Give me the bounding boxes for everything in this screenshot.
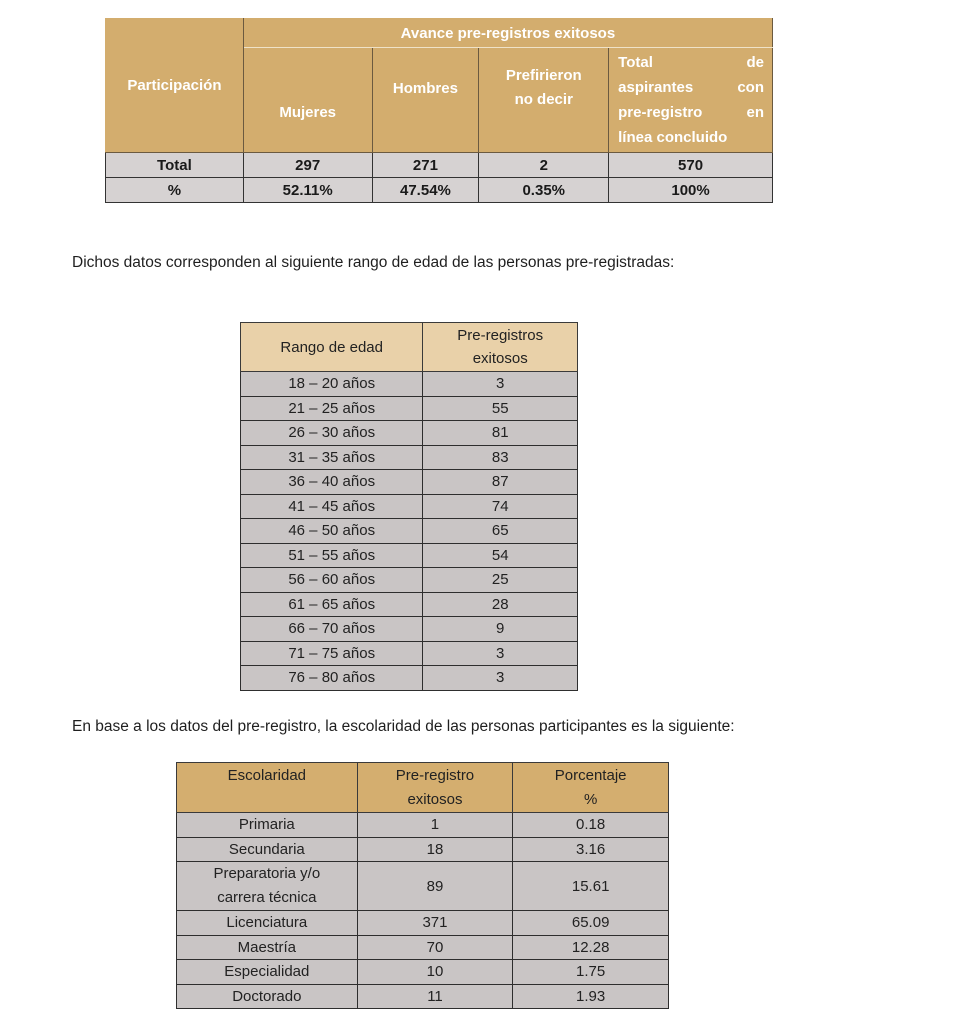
education-count-cell: 18	[357, 837, 513, 862]
col-header-porcentaje	[513, 763, 669, 813]
pre-registros-count-cell: 74	[423, 494, 578, 519]
pre-registros-count-cell: 28	[423, 592, 578, 617]
education-count-cell: 1	[357, 813, 513, 838]
col-header-pre-registro	[357, 763, 513, 813]
table-row	[177, 837, 669, 862]
col-header-porcentaje-line2: %	[583, 791, 598, 808]
table-row	[241, 666, 578, 691]
education-level-cell: Primaria	[177, 813, 358, 838]
table-row	[241, 543, 578, 568]
participation-table	[105, 18, 773, 203]
pre-registros-count-cell: 65	[423, 519, 578, 544]
table-row	[177, 935, 669, 960]
education-count-cell: 89	[357, 862, 513, 911]
col-header-no-decir-line1: Prefirieron	[505, 67, 582, 84]
pre-registros-count-cell: 9	[423, 617, 578, 642]
education-level-cell: Licenciatura	[177, 911, 358, 936]
education-table	[176, 762, 669, 1009]
row-label: %	[106, 178, 244, 203]
table-row	[177, 911, 669, 936]
col-header-mujeres-label: Mujeres	[279, 103, 337, 121]
age-range-cell: 61 – 65 años	[241, 592, 423, 617]
table-row	[177, 984, 669, 1009]
table-row	[241, 396, 578, 421]
table-row	[241, 641, 578, 666]
total-word-2b: con	[737, 79, 764, 96]
education-percent-cell: 0.18	[513, 813, 669, 838]
education-percent-cell: 3.16	[513, 837, 669, 862]
pre-registros-count-cell: 55	[423, 396, 578, 421]
education-count-cell: 10	[357, 960, 513, 985]
table-row	[241, 372, 578, 397]
education-level-line: Preparatoria y/o	[213, 865, 321, 882]
col-header-total	[609, 48, 773, 153]
row-label: Total	[106, 153, 244, 178]
age-range-cell: 31 – 35 años	[241, 445, 423, 470]
pre-registros-count-cell: 25	[423, 568, 578, 593]
total-word-3b: en	[746, 104, 764, 121]
col-header-pre-registros-line2: exitosos	[472, 350, 528, 367]
table-row	[241, 592, 578, 617]
pre-registros-count-cell: 3	[423, 372, 578, 397]
education-intro-text: En base a los datos del pre-registro, la escolaridad de las personas participantes es la siguiente:	[72, 718, 735, 735]
table-row	[177, 862, 669, 911]
total-word-4: línea concluido	[618, 129, 728, 146]
education-level-line: carrera técnica	[217, 889, 317, 906]
col-header-pre-registro-line2: exitosos	[407, 791, 463, 808]
table-row	[106, 153, 773, 178]
col-header-age-range: Rango de edad	[241, 323, 423, 372]
col-header-hombres-label: Hombres	[392, 79, 458, 97]
pre-registros-count-cell: 3	[423, 641, 578, 666]
education-percent-cell: 65.09	[513, 911, 669, 936]
pre-registros-count-cell: 83	[423, 445, 578, 470]
table-row	[177, 813, 669, 838]
table-row	[241, 470, 578, 495]
cell-value: 271	[372, 153, 479, 178]
age-range-table	[240, 322, 578, 691]
age-range-cell: 36 – 40 años	[241, 470, 423, 495]
col-header-mujeres	[243, 48, 372, 153]
cell-value: 297	[243, 153, 372, 178]
col-header-no-decir-line2: no decir	[514, 91, 573, 108]
education-percent-cell: 1.75	[513, 960, 669, 985]
age-range-cell: 46 – 50 años	[241, 519, 423, 544]
total-word-1a: Total	[618, 54, 653, 71]
age-range-cell: 56 – 60 años	[241, 568, 423, 593]
education-count-cell: 70	[357, 935, 513, 960]
cell-value: 47.54%	[372, 178, 479, 203]
education-level-cell	[177, 862, 358, 911]
cell-value: 100%	[609, 178, 773, 203]
age-range-cell: 26 – 30 años	[241, 421, 423, 446]
pre-registros-count-cell: 3	[423, 666, 578, 691]
participation-row-header: Participación	[106, 19, 244, 153]
age-range-cell: 21 – 25 años	[241, 396, 423, 421]
table-row	[241, 617, 578, 642]
table-row	[241, 568, 578, 593]
group-header: Avance pre-registros exitosos	[243, 19, 772, 48]
education-level-cell: Especialidad	[177, 960, 358, 985]
pre-registros-count-cell: 54	[423, 543, 578, 568]
col-header-porcentaje-line1: Porcentaje	[554, 767, 627, 784]
col-header-pre-registros-line1: Pre-registros	[457, 327, 544, 344]
age-range-cell: 76 – 80 años	[241, 666, 423, 691]
total-word-3a: pre-registro	[618, 104, 703, 121]
cell-value: 570	[609, 153, 773, 178]
col-header-hombres	[372, 48, 479, 153]
col-header-no-decir	[479, 48, 609, 153]
table-row	[241, 494, 578, 519]
age-range-cell: 18 – 20 años	[241, 372, 423, 397]
education-percent-cell: 15.61	[513, 862, 669, 911]
table-row	[106, 178, 773, 203]
table-row	[177, 960, 669, 985]
age-range-cell: 66 – 70 años	[241, 617, 423, 642]
table-row	[241, 445, 578, 470]
table-row	[241, 421, 578, 446]
total-word-2a: aspirantes	[618, 79, 694, 96]
age-range-cell: 71 – 75 años	[241, 641, 423, 666]
education-percent-cell: 12.28	[513, 935, 669, 960]
cell-value: 0.35%	[479, 178, 609, 203]
cell-value: 2	[479, 153, 609, 178]
col-header-pre-registro-line1: Pre-registro	[395, 767, 475, 784]
age-range-intro-text: Dichos datos corresponden al siguiente rango de edad de las personas pre-registradas:	[72, 254, 675, 271]
col-header-pre-registros	[423, 323, 578, 372]
education-level-cell: Maestría	[177, 935, 358, 960]
col-header-escolaridad: Escolaridad	[177, 763, 358, 813]
education-level-cell: Secundaria	[177, 837, 358, 862]
age-range-cell: 51 – 55 años	[241, 543, 423, 568]
education-count-cell: 11	[357, 984, 513, 1009]
pre-registros-count-cell: 87	[423, 470, 578, 495]
cell-value: 52.11%	[243, 178, 372, 203]
total-word-1b: de	[746, 54, 764, 71]
pre-registros-count-cell: 81	[423, 421, 578, 446]
age-range-cell: 41 – 45 años	[241, 494, 423, 519]
table-row	[241, 519, 578, 544]
education-count-cell: 371	[357, 911, 513, 936]
education-level-cell: Doctorado	[177, 984, 358, 1009]
education-percent-cell: 1.93	[513, 984, 669, 1009]
